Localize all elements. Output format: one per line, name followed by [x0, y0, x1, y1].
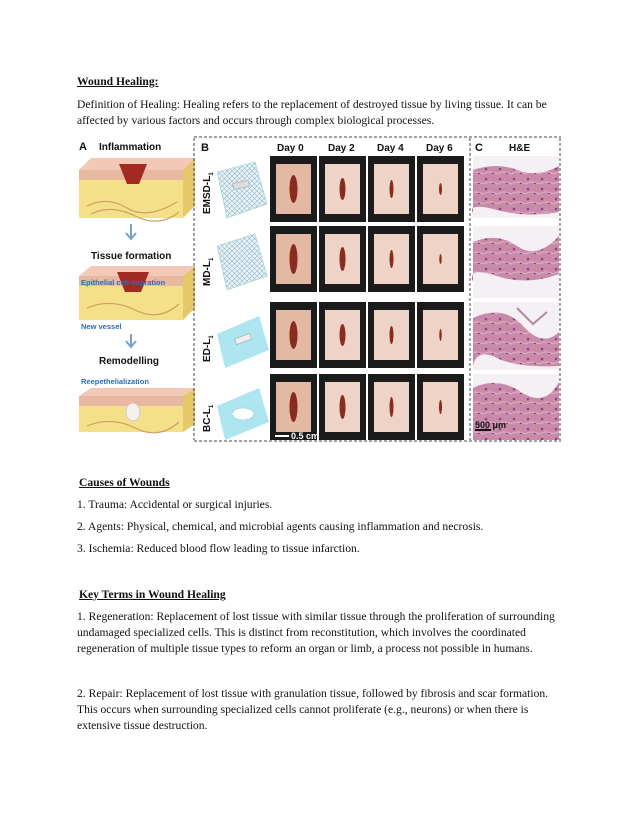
definition-paragraph: Definition of Healing: Healing refers to the replacement of destroyed tissue by living tissue. It can be affected by various factors and occurs through complex biological processes.	[77, 98, 547, 127]
panel-b	[201, 142, 464, 441]
label-new-vessel: New vessel	[81, 322, 122, 331]
dressing-ed	[217, 316, 269, 368]
histology-image-1	[472, 156, 559, 218]
wound-mark	[290, 392, 298, 422]
wound-mark	[390, 397, 394, 417]
wound-mark	[340, 324, 346, 346]
label-remodelling: Remodelling	[99, 356, 160, 367]
arrow-down-icon	[126, 334, 136, 347]
wound-photo-grid	[270, 156, 464, 440]
panel-a-letter: A	[79, 141, 87, 153]
day-label-2: Day 2	[328, 143, 355, 154]
histology-image-3	[473, 302, 559, 370]
row-label-emsd: EMSD-$L_1$	[202, 172, 215, 214]
day-label-6: Day 6	[426, 143, 453, 154]
wound-mark	[390, 180, 394, 198]
panel-c	[472, 142, 559, 440]
panel-a	[79, 141, 195, 433]
scale-label-cm: 0.5 cm	[291, 431, 320, 441]
section-heading-key-terms: Key Terms in Wound Healing	[79, 588, 226, 601]
panel-c-letter: C	[475, 142, 483, 154]
label-tissue-formation: Tissue formation	[91, 251, 172, 262]
wound-mark	[390, 250, 394, 268]
wound-mark	[390, 326, 394, 344]
arrow-down-icon	[126, 224, 136, 239]
day-label-0: Day 0	[277, 143, 304, 154]
dressing-bc	[217, 388, 269, 440]
day-label-4: Day 4	[377, 143, 404, 154]
list-item-cause-trauma: 1. Trauma: Accidental or surgical injuries.	[77, 498, 273, 511]
row-label-ed: $ED-L_1$	[202, 335, 215, 362]
wound-mark	[340, 178, 346, 200]
scale-label-um: 500 μm	[475, 420, 507, 430]
wound-mark	[439, 329, 441, 341]
label-reepithelialization: Reepethelialization	[81, 377, 149, 386]
paragraph-repair: 2. Repair: Replacement of lost tissue with granulation tissue, followed by fibrosis and scar formation. This occurs when surrounding specialized cells cannot proliferate (e.g., neurons) or when there is extensive tissue destruction.	[77, 687, 549, 732]
skin-block-tissue-formation	[79, 266, 195, 320]
wound-mark	[340, 395, 346, 419]
dressing-md	[217, 234, 267, 290]
label-inflammation: Inflammation	[99, 142, 162, 153]
skin-block-inflammation	[79, 158, 195, 221]
wound-healing-figure	[77, 136, 561, 442]
wound-mark	[290, 244, 298, 274]
wound-mark	[290, 321, 298, 349]
section-heading-wound-healing: Wound Healing:	[77, 75, 159, 88]
wound-mark	[439, 183, 442, 195]
panel-c-title: H&E	[509, 143, 531, 154]
paragraph-regeneration: 1. Regeneration: Replacement of lost tissue with similar tissue through the proliferation of surrounding undamaged specialized cells. This is distinct from reconstitution, which involves the coordinated regeneration of multiple tissue types to reform an organ or limb, a process not possible in humans.	[77, 610, 555, 655]
list-item-cause-agents: 2. Agents: Physical, chemical, and microbial agents causing inflammation and necrosis.	[77, 520, 484, 533]
section-heading-causes: Causes of Wounds	[79, 476, 170, 489]
wound-mark	[340, 247, 346, 271]
panel-b-letter: B	[201, 142, 209, 154]
label-epithelial: Epithelial cell migration	[81, 278, 166, 287]
list-item-cause-ischemia: 3. Ischemia: Reduced blood flow leading to tissue infarction.	[77, 542, 360, 555]
skin-block-remodelling	[79, 388, 195, 433]
wound-mark	[290, 175, 298, 203]
row-label-md: $MD-L_1$	[202, 257, 215, 286]
wound-mark	[439, 254, 441, 264]
wound-mark	[439, 400, 442, 414]
histology-image-2	[472, 226, 559, 298]
row-label-bc: $BC-L_1$	[202, 404, 215, 432]
dressing-emsd	[217, 162, 267, 218]
